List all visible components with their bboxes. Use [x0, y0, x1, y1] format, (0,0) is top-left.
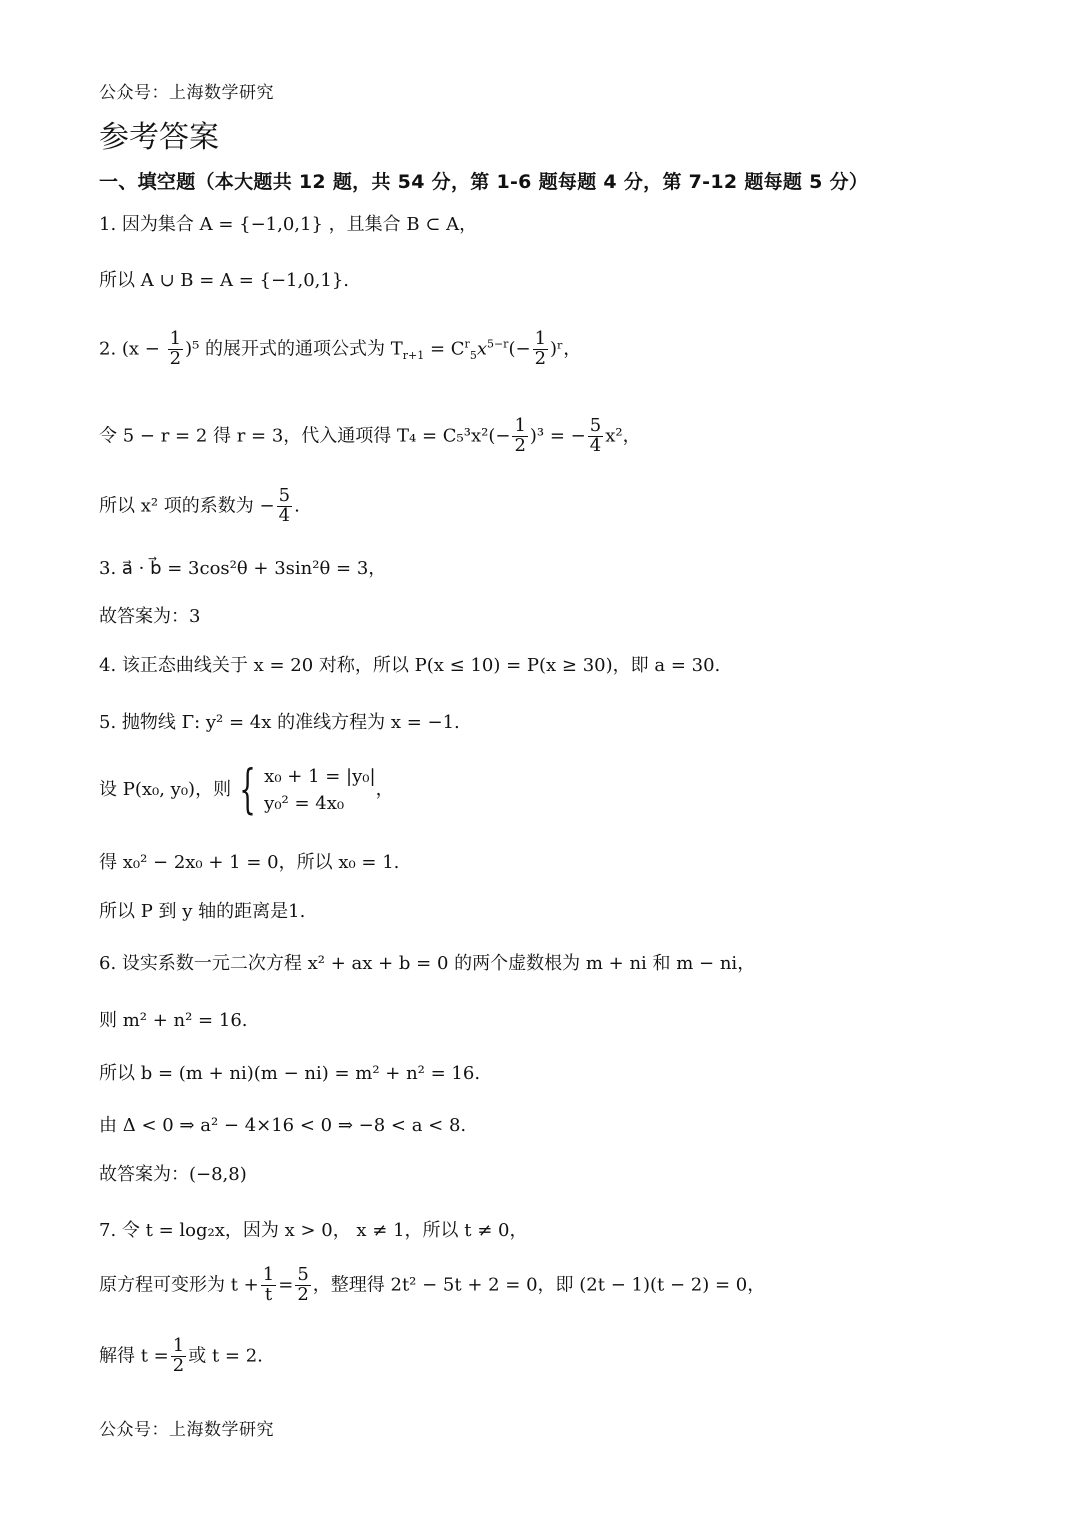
answer-2-text-b: )⁵ 的展开式的通项公式为 T	[185, 338, 403, 360]
answer-6-line-1: 6. 设实系数一元二次方程 x² + ax + b = 0 的两个虚数根为 m + ni 和 m − ni，	[99, 953, 756, 974]
answer-7-line-3: 解得 t = $\frac{1}{2}$ 或 t = 2.	[99, 1335, 263, 1376]
fraction-half-4: $\frac{1}{2}$	[172, 1335, 185, 1376]
brace-icon: {	[239, 760, 256, 820]
answer-7-line-2: 原方程可变形为 t + $\frac{1}{t}$ = $\frac{5}{2}$ ，整理得 2t² − 5t + 2 = 0，即 (2t − 1)(t − 2) = 0，	[99, 1264, 766, 1305]
fraction-half-3: $\frac{1}{2}$	[514, 415, 526, 456]
answer-4: 4. 该正态曲线关于 x = 20 对称，所以 P(x ≤ 10) = P(x ≥ 30)，即 a = 30.	[99, 655, 721, 676]
answer-2-line-1: 2. (x − $\frac{1}{2}$ )⁵ 的展开式的通项公式为 $T_{r+1} = C^r_5x^{5-r}(-$ $\frac{1}{2}$ )ʳ，	[99, 328, 582, 369]
fraction-five-fourths-2: $\frac{5}{4}$	[278, 485, 291, 526]
footer-source: 公众号：上海数学研究	[99, 1420, 274, 1440]
answer-3-line-2: 故答案为：3	[99, 606, 201, 627]
answer-6-line-3: 所以 b = (m + ni)(m − ni) = m² + n² = 16.	[99, 1063, 481, 1084]
fraction-five-halves: $\frac{5}{2}$	[297, 1264, 309, 1305]
answer-1-line-2: 所以 A ∪ B = A = {−1,0,1}.	[99, 270, 350, 291]
section-heading: 一、填空题（本大题共 12 题，共 54 分，第 1-6 题每题 4 分，第 7-12 题每题 5 分）	[99, 171, 869, 193]
answer-2-text-a: 2. (x −	[99, 338, 166, 360]
answer-5-line-4: 所以 P 到 y 轴的距离是1.	[99, 901, 306, 922]
answer-6-line-2: 则 m² + n² = 16.	[99, 1010, 248, 1031]
page-title: 参考答案	[99, 120, 219, 155]
answer-5-line-2: 设 P(x₀, y₀)，则 { x₀ + 1 = |y₀| y₀² = 4x₀ ，	[99, 760, 394, 820]
fraction-half: $\frac{1}{2}$	[169, 328, 182, 369]
answer-3-line-1: 3. a⃗ · b⃗ = 3cos²θ + 3sin²θ = 3，	[99, 558, 387, 579]
answer-5-line-3: 得 x₀² − 2x₀ + 1 = 0，所以 x₀ = 1.	[99, 852, 400, 873]
answer-2-line-2: 令 5 − r = 2 得 r = 3，代入通项得 T₄ = C₅³x²(− $\frac{1}{2}$ )³ = − $\frac{5}{4}$ x²，	[99, 415, 641, 456]
answer-7-line-1: 7. 令 t = log₂x，因为 x > 0， x ≠ 1，所以 t ≠ 0，	[99, 1220, 528, 1241]
answer-5-line-1: 5. 抛物线 Γ: y² = 4x 的准线方程为 x = −1.	[99, 712, 460, 733]
answer-2-line-3: 所以 x² 项的系数为 − $\frac{5}{4}$ .	[99, 485, 300, 526]
answer-1-line-1: 1. 因为集合 A = {−1,0,1} ，且集合 B ⊂ A，	[99, 214, 478, 235]
fraction-one-over-t: $\frac{1}{t}$	[262, 1264, 275, 1305]
equation-system: x₀ + 1 = |y₀| y₀² = 4x₀	[264, 766, 376, 814]
fraction-half-2: $\frac{1}{2}$	[534, 328, 547, 369]
fraction-five-fourths: $\frac{5}{4}$	[589, 415, 602, 456]
answer-6-line-4: 由 Δ < 0 ⇒ a² − 4×16 < 0 ⇒ −8 < a < 8.	[99, 1115, 467, 1136]
header-source: 公众号：上海数学研究	[99, 83, 274, 103]
answer-6-line-5: 故答案为：(−8,8)	[99, 1164, 247, 1185]
